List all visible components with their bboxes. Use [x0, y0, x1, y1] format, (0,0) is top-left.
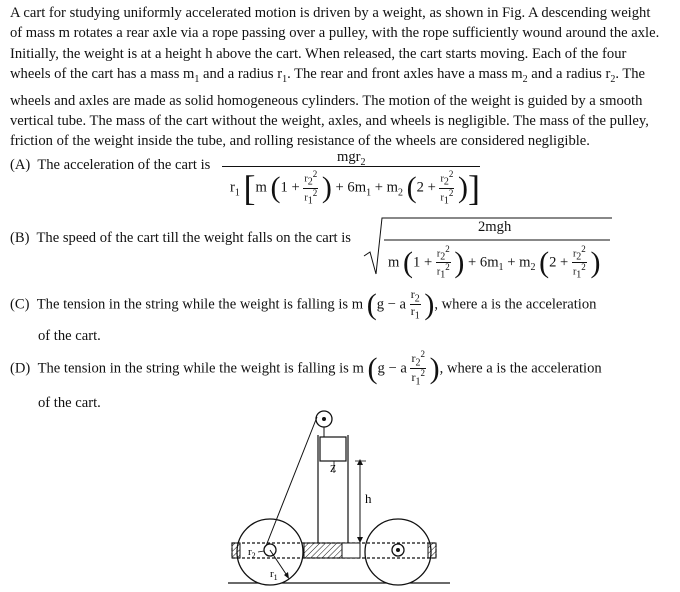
option-d-text: The tension in the string while the weight is falling is m	[37, 360, 364, 377]
option-b-numerator: 2mgh	[478, 219, 512, 235]
problem-line-1: A cart for studying uniformly accelerated motion is driven by a weight, as shown in Fig. A descending weight	[10, 5, 651, 21]
label-z: Z	[330, 464, 337, 475]
tube-base	[342, 543, 360, 558]
option-a-denominator: $r_1$ [m (1 + $\frac{r_2^2}{r_1^2}$ ) + $6m_1 + m_2$ (2 + $\frac{r_2^2}{r_1^2}$ )]	[230, 168, 480, 208]
option-d-continuation: of the cart.	[38, 395, 101, 411]
option-d: (D) The tension in the string while the weight is falling is m (g − a $\frac{r_2^2}{r_1^2}$ ), where a is the acceleration	[10, 349, 602, 388]
mid-hatch	[304, 543, 342, 558]
option-a-numerator: mgr$_2$	[337, 149, 366, 168]
option-a-label: (A)	[10, 157, 31, 173]
problem-line-4: wheels of the cart has a mass $m_1$ and a radius $r_1$. The rear and front axles have a mass $m_2$ and a radius $r_2$. The	[10, 66, 646, 86]
problem-line-6: vertical tube. The mass of the cart without the weight, axles, and wheels is negligible. The mass of the pulley,	[10, 112, 649, 129]
option-c-text: The tension in the string while the weight is falling is m	[36, 296, 364, 313]
cart-figure	[220, 405, 450, 592]
label-r2: $r_2$	[248, 546, 256, 560]
option-d-tail: , where a is the acceleration	[439, 360, 602, 377]
problem-line-3: Initially, the weight is at a height h above the cart. When released, the cart starts moving. Each of the four	[10, 45, 627, 62]
option-a	[10, 157, 210, 174]
pulley-center	[322, 417, 326, 421]
front-axle-center	[396, 548, 400, 552]
option-c: (C) The tension in the string while the weight is falling is m (g − a $\frac{r_2}{r_1}$ ), where a is the acceleration	[10, 287, 597, 322]
problem-line-5: wheels and axles are made as solid homogeneous cylinders. The motion of the weight is guided by a smooth	[10, 92, 643, 109]
height-arrow-top	[357, 459, 363, 465]
option-c-continuation: of the cart.	[38, 328, 101, 344]
problem-line-7: friction of the weight inside the tube, and rolling resistance of the wheels are considered negligible.	[10, 133, 590, 150]
rear-hatch	[232, 543, 240, 558]
problem-statement	[10, 3, 662, 152]
label-r1: $r_1$	[270, 568, 278, 582]
option-b-denominator: m (1 + $\frac{r_2^2}{r_1^2}$ ) + $6m_1 + m_2$ (2 + $\frac{r_2^2}{r_1^2}$ )	[388, 244, 601, 281]
weight-block	[320, 437, 346, 461]
option-c-tail: , where a is the acceleration	[434, 296, 597, 313]
option-d-label: (D)	[10, 360, 31, 377]
height-arrow-bottom	[357, 537, 363, 543]
option-b-text: The speed of the cart till the weight falls on the cart is	[36, 230, 351, 246]
option-a-text: The acceleration of the cart is	[37, 157, 211, 173]
option-c-label: (C)	[10, 296, 30, 313]
front-hatch	[428, 543, 436, 558]
label-h: h	[365, 491, 372, 506]
option-a-fraction-bar	[222, 166, 480, 167]
option-b	[10, 230, 351, 247]
problem-line-2: of mass m rotates a rear axle via a rope passing over a pulley, with the rope sufficiently wound around the axle.	[10, 25, 660, 42]
option-b-label: (B)	[10, 230, 30, 246]
